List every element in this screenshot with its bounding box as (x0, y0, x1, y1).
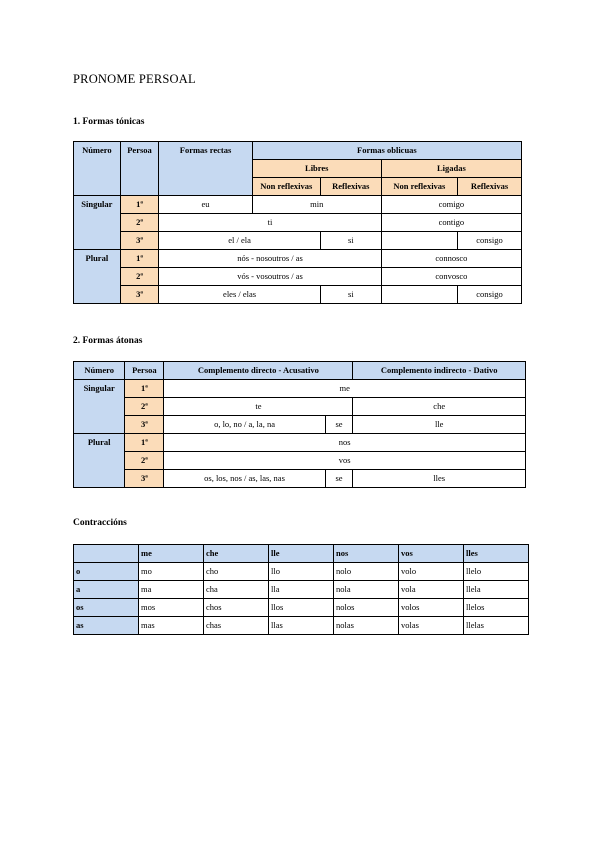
row-label-singular: Singular (74, 196, 121, 250)
persoa-label: 1ª (125, 434, 164, 452)
cell-reflexiva: si (320, 286, 381, 304)
persoa-label: 1ª (120, 250, 159, 268)
header-persoa: Persoa (125, 362, 164, 380)
header-numero: Número (74, 142, 121, 196)
header-complemento-indirecto: Complemento indirecto - Dativo (353, 362, 526, 380)
cell-empty (381, 232, 457, 250)
row-label-plural: Plural (74, 434, 125, 488)
cell: nolo (334, 563, 399, 581)
row-label-singular: Singular (74, 380, 125, 434)
cell-recta: ti (159, 214, 381, 232)
cell: nolas (334, 617, 399, 635)
cell-pronome: me (164, 380, 526, 398)
cell: cho (204, 563, 269, 581)
cell-directo: os, los, nos / as, las, nas (164, 470, 325, 488)
cell-recta: nós - nosoutros / as (159, 250, 381, 268)
cell-se: se (325, 416, 353, 434)
cell-se: se (325, 470, 353, 488)
cell: chos (204, 599, 269, 617)
header-persoa: Persoa (120, 142, 159, 196)
cell-libre: min (252, 196, 381, 214)
cell-ligada: contigo (381, 214, 521, 232)
header-non-reflexivas-libres: Non reflexivas (252, 178, 320, 196)
cell-ligada: comigo (381, 196, 521, 214)
cell-reflexiva: si (320, 232, 381, 250)
header-ligadas: Ligadas (381, 160, 521, 178)
cell: nolos (334, 599, 399, 617)
cell: llelos (464, 599, 529, 617)
persoa-label: 3ª (125, 416, 164, 434)
page-title: PRONOME PERSOAL (73, 72, 196, 86)
cell: mo (139, 563, 204, 581)
persoa-label: 1ª (120, 196, 159, 214)
persoa-label: 3ª (120, 232, 159, 250)
table-formas-tonicas (73, 141, 522, 304)
section-heading-tonicas: 1. Formas tónicas (73, 117, 145, 127)
cell: chas (204, 617, 269, 635)
cell-ligada: convosco (381, 268, 521, 286)
cell: volas (399, 617, 464, 635)
cell: volo (399, 563, 464, 581)
cell: mas (139, 617, 204, 635)
cell-ligada-reflexiva: consigo (457, 286, 521, 304)
cell-indirecto: che (353, 398, 526, 416)
cell: ma (139, 581, 204, 599)
cell: llelo (464, 563, 529, 581)
cell-recta: eles / elas (159, 286, 321, 304)
table-row (74, 581, 529, 599)
persoa-label: 3ª (120, 286, 159, 304)
header-complemento-directo: Complemento directo - Acusativo (164, 362, 353, 380)
header-reflexivas-libres: Reflexivas (320, 178, 381, 196)
header-reflexivas-ligadas: Reflexivas (457, 178, 521, 196)
header-cell: nos (334, 545, 399, 563)
table-row (74, 563, 529, 581)
cell: llo (269, 563, 334, 581)
cell: mos (139, 599, 204, 617)
row-label-plural: Plural (74, 250, 121, 304)
header-cell: lles (464, 545, 529, 563)
header-cell: me (139, 545, 204, 563)
cell: llas (269, 617, 334, 635)
cell: llela (464, 581, 529, 599)
header-libres: Libres (252, 160, 381, 178)
cell: nola (334, 581, 399, 599)
cell-recta: el / ela (159, 232, 321, 250)
cell-recta: eu (159, 196, 252, 214)
row-label: a (74, 581, 139, 599)
persoa-label: 2ª (120, 214, 159, 232)
persoa-label: 2ª (125, 452, 164, 470)
header-cell: lle (269, 545, 334, 563)
cell-indirecto: lles (353, 470, 526, 488)
table-row (74, 599, 529, 617)
table-contraccions (73, 544, 529, 635)
section-heading-contraccions: Contraccións (73, 518, 127, 528)
cell-ligada-reflexiva: consigo (457, 232, 521, 250)
header-cell (74, 545, 139, 563)
persoa-label: 2ª (125, 398, 164, 416)
cell-directo: te (164, 398, 353, 416)
row-label: o (74, 563, 139, 581)
header-non-reflexivas-ligadas: Non reflexivas (381, 178, 457, 196)
table-formas-atonas (73, 361, 526, 488)
row-label: os (74, 599, 139, 617)
cell-pronome: vos (164, 452, 526, 470)
cell-pronome: nos (164, 434, 526, 452)
cell: vola (399, 581, 464, 599)
header-cell: vos (399, 545, 464, 563)
header-formas-rectas: Formas rectas (159, 142, 252, 196)
cell-ligada: connosco (381, 250, 521, 268)
cell-recta: vós - vosoutros / as (159, 268, 381, 286)
row-label: as (74, 617, 139, 635)
cell: llos (269, 599, 334, 617)
cell-indirecto: lle (353, 416, 526, 434)
cell: lla (269, 581, 334, 599)
cell: volos (399, 599, 464, 617)
table-row (74, 617, 529, 635)
header-formas-obliquas: Formas oblicuas (252, 142, 521, 160)
section-heading-atonas: 2. Formas átonas (73, 336, 143, 346)
header-cell: che (204, 545, 269, 563)
cell: cha (204, 581, 269, 599)
header-numero: Número (74, 362, 125, 380)
persoa-label: 2ª (120, 268, 159, 286)
cell-directo: o, lo, no / a, la, na (164, 416, 325, 434)
cell: llelas (464, 617, 529, 635)
cell-empty (381, 286, 457, 304)
persoa-label: 3ª (125, 470, 164, 488)
persoa-label: 1ª (125, 380, 164, 398)
